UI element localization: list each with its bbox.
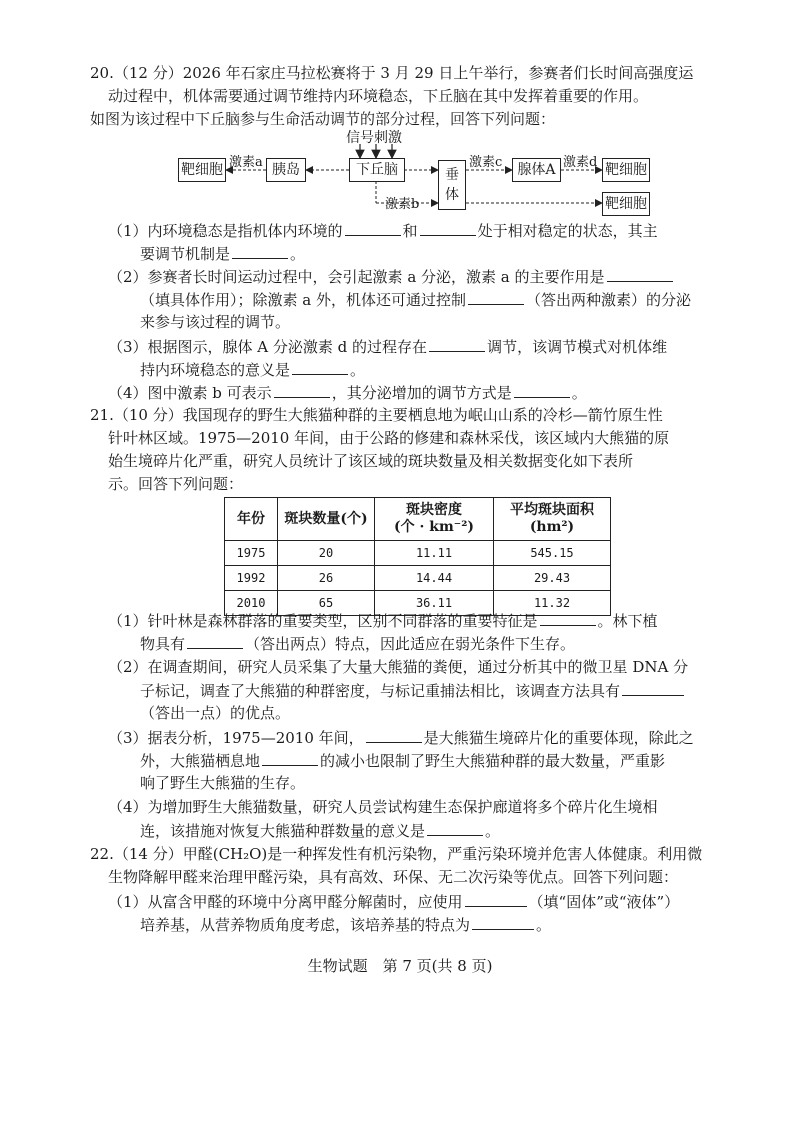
- q21-sub4-line1: （4）为增加野生大熊猫数量，研究人员尝试构建生态保护廊道将多个碎片化生境相: [108, 798, 658, 816]
- answer-blank[interactable]: [540, 609, 596, 626]
- q20-sub2-line3: 来参与该过程的调节。: [140, 313, 291, 331]
- table-row: [225, 566, 611, 591]
- q20-stem-line3: 如图为该过程中下丘脑参与生命活动调节的部分过程，回答下列问题：: [90, 110, 556, 128]
- cell-count: 65: [278, 591, 375, 616]
- q21-sub2-line3: （答出一点）的优点。: [140, 704, 291, 722]
- q20-sub4-line1: （4）图中激素 b 可表示 ，其分泌增加的调节方式是 。: [108, 381, 587, 404]
- answer-blank[interactable]: [465, 890, 527, 907]
- q21-sub1-line1: （1）针叶林是森林群落的重要类型，区别不同群落的重要特征是 。林下植: [108, 609, 658, 632]
- answer-blank[interactable]: [607, 265, 673, 282]
- q20-sub2-line1: （2）参赛者长时间运动过程中，会引起激素 a 分泌，激素 a 的主要作用是: [108, 265, 675, 288]
- cell-count: 20: [278, 541, 375, 566]
- cell-density: 36.11: [375, 591, 494, 616]
- answer-blank[interactable]: [345, 219, 401, 236]
- target-cell-box-3: 靶细胞: [602, 192, 650, 216]
- pituitary-box: 垂 体: [438, 160, 466, 210]
- answer-blank[interactable]: [472, 913, 534, 930]
- q21-sub2-line1: （2）在调查期间，研究人员采集了大量大熊猫的粪便，通过分析其中的微卫星 DNA 分: [108, 658, 689, 676]
- cell-density: 14.44: [375, 566, 494, 591]
- patch-data-table: [224, 497, 611, 616]
- q21-stem-line3: 始生境碎片化严重，研究人员统计了该区域的斑块数量及相关数据变化如下表所: [108, 452, 634, 470]
- answer-blank[interactable]: [429, 335, 485, 352]
- q21-stem-line1: 21.（10 分）我国现存的野生大熊猫种群的主要栖息地为岷山山系的冷杉—箭竹原生性: [90, 406, 663, 424]
- q21-sub3-line1: （3）据表分析，1975—2010 年间， 是大熊猫生境碎片化的重要体现，除此之: [108, 726, 694, 749]
- q22-stem-line2: 生物降解甲醛来治理甲醛污染，具有高效、环保、无二次污染等优点。回答下列问题：: [108, 868, 679, 886]
- q21-stem-line2: 针叶林区域。1975—2010 年间，由于公路的修建和森林采伐，该区域内大熊猫的原: [108, 429, 670, 447]
- answer-blank[interactable]: [420, 219, 476, 236]
- answer-blank[interactable]: [468, 288, 524, 305]
- regulation-diagram: [0, 0, 800, 230]
- target-cell-box-2: 靶细胞: [602, 158, 650, 182]
- q22-stem-line1: 22.（14 分）甲醛(CH₂O)是一种挥发性有机污染物，严重污染环境并危害人体健康。利用微: [90, 845, 703, 863]
- header-count: 斑块数量(个): [278, 498, 375, 541]
- answer-blank[interactable]: [232, 242, 288, 259]
- header-area: 平均斑块面积 (hm²): [494, 498, 611, 541]
- target-cell-box-1: 靶细胞: [178, 158, 226, 182]
- hormone-b-label: 激素b: [385, 197, 420, 212]
- q21-sub1-line2: 物具有 （答出两点）特点，因此适应在弱光条件下生存。: [140, 632, 575, 655]
- hormone-a-label: 激素a: [229, 155, 263, 170]
- q20-sub3-line1: （3）根据图示，腺体 A 分泌激素 d 的过程存在 调节，该调节模式对机体维: [108, 335, 667, 358]
- page-footer: 生物试题 第 7 页(共 8 页): [307, 957, 493, 975]
- answer-blank[interactable]: [262, 749, 318, 766]
- gland-a-box: 腺体A: [512, 158, 561, 182]
- cell-count: 26: [278, 566, 375, 591]
- q20-sub1-line2: 要调节机制是 。: [140, 242, 305, 265]
- answer-blank[interactable]: [427, 819, 483, 836]
- q22-sub1-line2: 培养基，从营养物质角度考虑，该培养基的特点为 。: [140, 913, 551, 936]
- q21-sub3-line3: 响了野生大熊猫的生存。: [140, 774, 306, 792]
- q20-sub1-line1: （1）内环境稳态是指机体内环境的 和 处于相对稳定的状态，其主: [108, 219, 658, 242]
- q20-sub3-line2: 持内环境稳态的意义是 。: [140, 358, 365, 381]
- answer-blank[interactable]: [274, 381, 330, 398]
- cell-area: 11.32: [494, 591, 611, 616]
- answer-blank[interactable]: [187, 632, 243, 649]
- cell-density: 11.11: [375, 541, 494, 566]
- hypothalamus-box: 下丘脑: [349, 158, 405, 182]
- q21-sub3-line2: 外，大熊猫栖息地 的减小也限制了野生大熊猫种群的最大数量，严重影: [140, 749, 665, 772]
- pancreas-box: 胰岛: [266, 158, 306, 182]
- cell-area: 29.43: [494, 566, 611, 591]
- q20-stem-line2: 动过程中，机体需要通过调节维持内环境稳态，下丘脑在其中发挥着重要的作用。: [108, 87, 649, 105]
- answer-blank[interactable]: [292, 358, 348, 375]
- q21-sub4-line2: 连，该措施对恢复大熊猫种群数量的意义是 。: [140, 819, 500, 842]
- cell-year: 1975: [225, 541, 278, 566]
- signal-label: 信号刺激: [346, 130, 402, 146]
- header-density: 斑块密度 (个 · km⁻²): [375, 498, 494, 541]
- table-row: [225, 541, 611, 566]
- q20-stem-line1: 20.（12 分）2026 年石家庄马拉松赛将于 3 月 29 日上午举行，参赛者们长时间高强度运: [90, 64, 694, 82]
- header-year: 年份: [225, 498, 278, 541]
- cell-area: 545.15: [494, 541, 611, 566]
- hormone-d-label: 激素d: [563, 155, 598, 170]
- cell-year: 1992: [225, 566, 278, 591]
- q21-sub2-line2: 子标记，调查了大熊猫的种群密度，与标记重捕法相比，该调查方法具有: [140, 679, 686, 702]
- cell-year: 2010: [225, 591, 278, 616]
- q20-sub2-line2: （填具体作用）；除激素 a 外，机体还可通过控制 （答出两种激素）的分泌: [140, 288, 691, 311]
- table-header-row: [225, 498, 611, 541]
- answer-blank[interactable]: [366, 726, 422, 743]
- hormone-c-label: 激素c: [469, 155, 503, 170]
- answer-blank[interactable]: [622, 679, 684, 696]
- answer-blank[interactable]: [514, 381, 570, 398]
- q22-sub1-line1: （1）从富含甲醛的环境中分离甲醛分解菌时，应使用 （填“固体”或“液体”）: [108, 890, 679, 913]
- q21-stem-line4: 示。回答下列问题：: [108, 475, 244, 493]
